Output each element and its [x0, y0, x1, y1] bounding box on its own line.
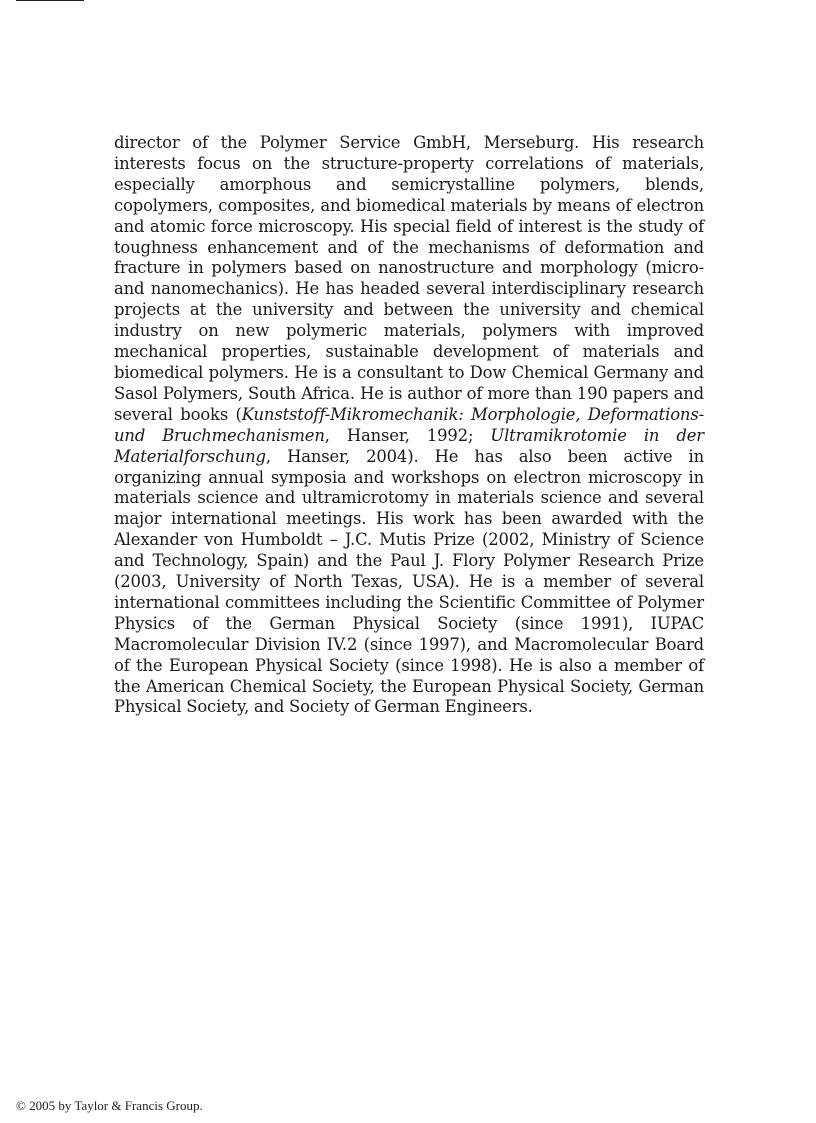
book-title-kunststoff: Kunststoff-Mikromechanik: Morphologie, Deformations- und Bruchmechanismen: [114, 404, 704, 445]
copyright-footer: © 2005 by Taylor & Francis Group.: [16, 1098, 203, 1113]
biography-paragraph: [114, 133, 704, 718]
bio-text-part1: director of the Polymer Service GmbH, Merseburg. His research interests focus on the structure-property correlations of materials, especially amorphous and semicrystalline polymers, blends, copolymers, composites, and biomedical materials by means of electron and atomic force microscopy. His special field of interest is the study of toughness enhancement and of the mechanisms of deformation and fracture in polymers based on nanostructure and morphology (micro- and nanomechanics). He has headed several interdisciplinary research projects at the university and between the university and chemical industry on new polymeric materials, polymers with improved mechanical properties, sustainable development of materials and biomedical polymers. He is a consultant to Dow Chemical Germany and Sasol Polymers, South Africa. He is author of more than 190 papers and several books (: [114, 133, 704, 424]
bio-text-part2: , Hanser, 2004). He has also been active in organizing annual symposia and workshops on electron microscopy in materials science and ultramicrotomy in materials science and several major international meetings. His work has been awarded with the Alexander von Humboldt – J.C. Mutis Prize (2002, Ministry of Science and Technology, Spain) and the Paul J. Flory Polymer Research Prize (2003, University of North Texas, USA). He is a member of several international committees including the Scientific Committee of Polymer Physics of the German Physical Society (since 1991), IUPAC Macromolecular Division IV.2 (since 1997), and Macromolecular Board of the European Physical Society (since 1998). He is also a member of the American Chemical Society, the European Physical Society, German Physical Society, and Society of German Engineers.: [114, 446, 704, 717]
book1-publisher: , Hanser, 1992;: [324, 425, 491, 445]
header-rule: [16, 0, 84, 1]
book-title-ultramikrotomie: Ultramikrotomie in der Materialforschung: [114, 425, 704, 466]
